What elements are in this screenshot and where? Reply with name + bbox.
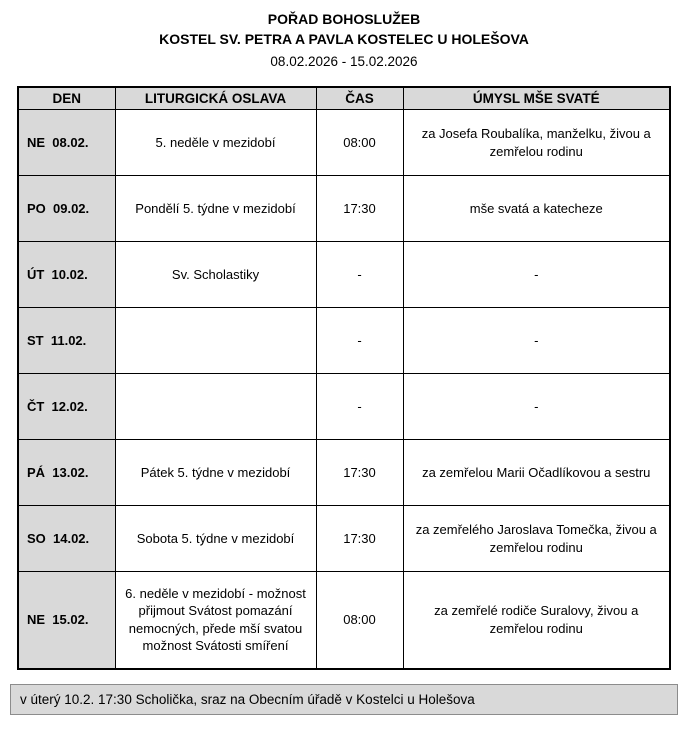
church-subtitle: KOSTEL SV. PETRA A PAVLA KOSTELEC U HOLEŠOVA (159, 30, 529, 47)
column-header-intention: ÚMYSL MŠE SVATÉ (403, 87, 670, 110)
day-cell: ST 11.02. (18, 308, 115, 374)
liturgy-cell: 5. neděle v mezidobí (115, 110, 316, 176)
time-cell: - (316, 308, 403, 374)
day-cell: NE 15.02. (18, 572, 115, 669)
liturgy-cell (115, 308, 316, 374)
table-row (18, 308, 670, 374)
day-cell: SO 14.02. (18, 506, 115, 572)
liturgy-cell: Pátek 5. týdne v mezidobí (115, 440, 316, 506)
liturgy-cell: 6. neděle v mezidobí - možnost přijmout Svátost pomazání nemocných, přede mší svatou možnost Svátosti smíření (115, 572, 316, 669)
day-cell: ÚT 10.02. (18, 242, 115, 308)
footer-note: v úterý 10.2. 17:30 Scholička, sraz na Obecním úřadě v Kostelci u Holešova (10, 684, 678, 715)
time-cell: - (316, 374, 403, 440)
document-header (0, 10, 688, 69)
intention-cell: za zemřelou Marii Očadlíkovou a sestru (403, 440, 670, 506)
intention-cell: za Josefa Roubalíka, manželku, živou a zemřelou rodinu (403, 110, 670, 176)
time-cell: 17:30 (316, 506, 403, 572)
day-cell: PO 09.02. (18, 176, 115, 242)
time-cell: 17:30 (316, 176, 403, 242)
day-cell: ČT 12.02. (18, 374, 115, 440)
intention-cell: za zemřelé rodiče Suralovy, živou a zemřelou rodinu (403, 572, 670, 669)
column-header-day: DEN (18, 87, 115, 110)
time-cell: 08:00 (316, 110, 403, 176)
day-cell: PÁ 13.02. (18, 440, 115, 506)
table-row (18, 110, 670, 176)
intention-cell: - (403, 308, 670, 374)
date-range: 08.02.2026 - 15.02.2026 (270, 54, 418, 70)
table-row (18, 506, 670, 572)
time-cell: - (316, 242, 403, 308)
page-title: POŘAD BOHOSLUŽEB (267, 11, 421, 27)
column-header-liturgy: LITURGICKÁ OSLAVA (115, 87, 316, 110)
time-cell: 08:00 (316, 572, 403, 669)
intention-cell: za zemřelého Jaroslava Tomečka, živou a zemřelou rodinu (403, 506, 670, 572)
table-row (18, 440, 670, 506)
liturgy-cell: Pondělí 5. týdne v mezidobí (115, 176, 316, 242)
table-row (18, 572, 670, 669)
time-cell: 17:30 (316, 440, 403, 506)
liturgy-cell (115, 374, 316, 440)
table-row (18, 374, 670, 440)
mass-schedule-table (17, 86, 671, 670)
table-header-row (18, 87, 670, 110)
intention-cell: - (403, 242, 670, 308)
column-header-time: ČAS (316, 87, 403, 110)
day-cell: NE 08.02. (18, 110, 115, 176)
intention-cell: - (403, 374, 670, 440)
intention-cell: mše svatá a katecheze (403, 176, 670, 242)
table-row (18, 242, 670, 308)
liturgy-cell: Sv. Scholastiky (115, 242, 316, 308)
table-row (18, 176, 670, 242)
liturgy-cell: Sobota 5. týdne v mezidobí (115, 506, 316, 572)
